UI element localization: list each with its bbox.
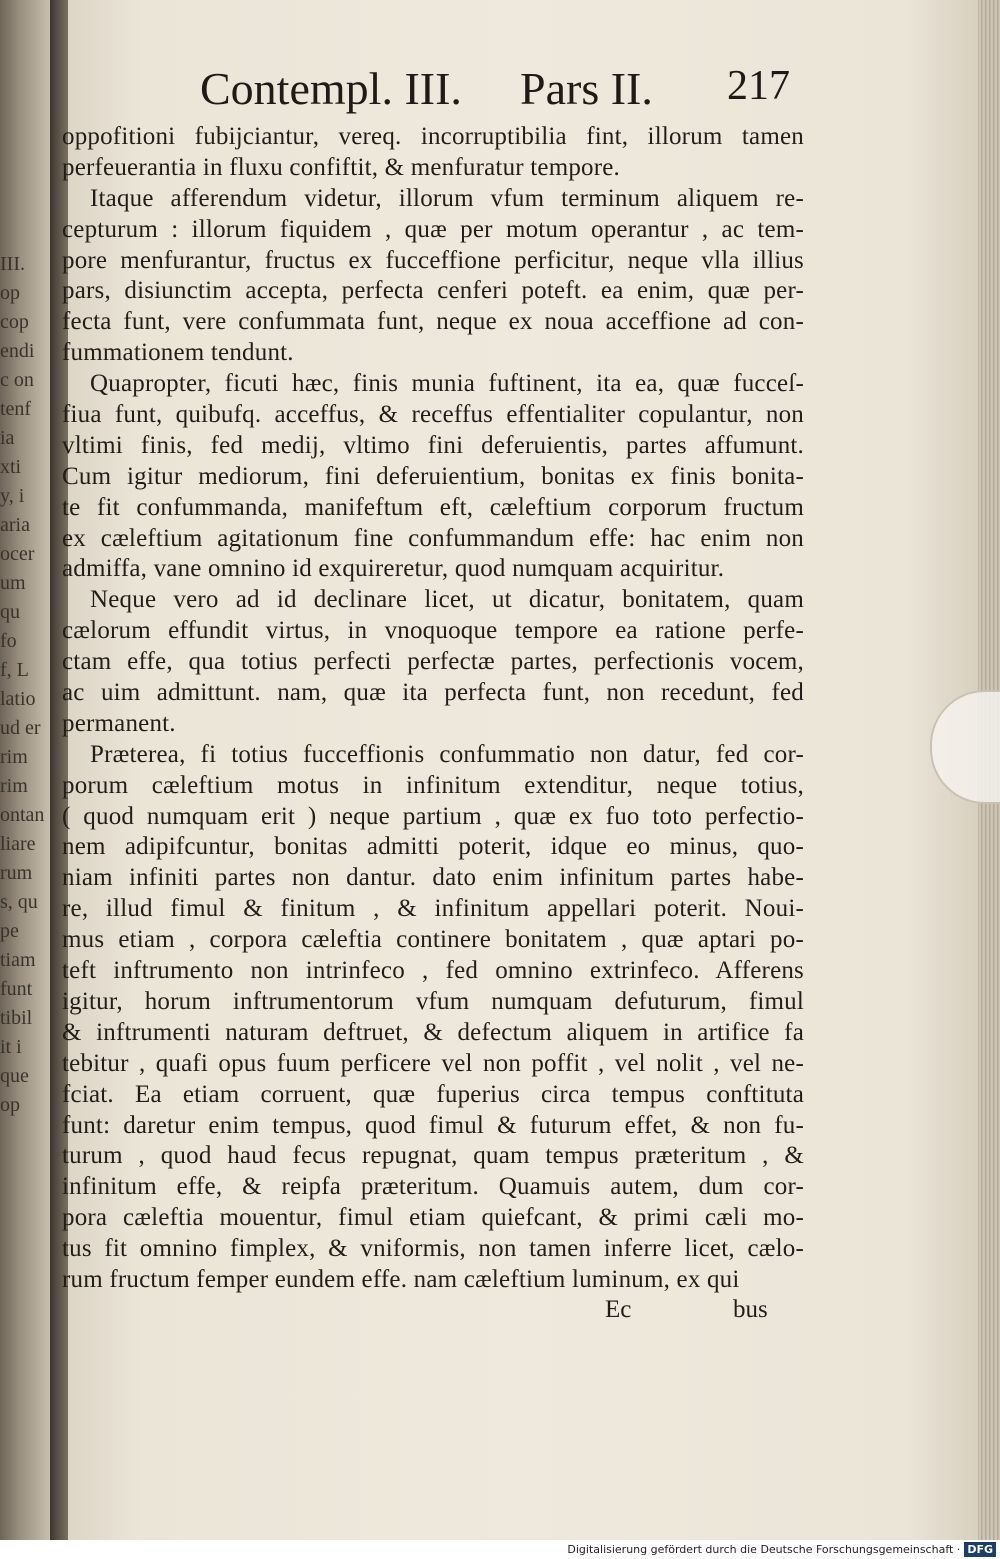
margin-fragment: rum [0,862,33,884]
text-line: turum , quod haud fecus repugnat, quam tempus præteritum , & [62,1142,804,1170]
margin-fragment: rim [0,775,28,797]
margin-fragment: ud er [0,717,41,739]
body-text [62,122,804,1296]
text-line: ex cæleftium agitationum fine confummandum effe: hac enim non [62,524,804,552]
text-line: ctam effe, qua totius perfecti perfectæ partes, perfectionis vocem, [62,648,804,676]
text-line: fummationem tendunt. [62,339,294,367]
signature-mark: Ec [605,1296,632,1323]
text-line: cælorum effundit virtus, in vnoquoque tempore ea ratione perfe- [62,617,804,645]
text-line: tebitur , quafi opus fuum perficere vel non poffit , vel nolit , vel ne- [62,1049,804,1077]
text-line: pars, disiunctim accepta, perfecta cenferi poteft. ea enim, quæ per- [62,277,804,305]
text-line: funt: daretur enim tempus, quod fimul & futurum effet, & non fu- [62,1111,804,1139]
text-line: tus fit omnino fimplex, & vniformis, non tamen inferre licet, cælo- [62,1235,804,1263]
text-line: rum fructum femper eundem effe. nam cæleftium luminum, ex qui [62,1265,740,1293]
text-line: niam infiniti partes non dantur. dato enim infinitum partes habe- [62,864,804,892]
text-line: oppofitioni fubijciantur, vereq. incorruptibilia fint, illorum tamen [62,123,804,150]
text-line: porum cæleftium motus in infinitum extenditur, neque totius, [62,771,804,799]
margin-fragment: tibil [0,1007,33,1029]
text-line: perfeuerantia in fluxu confiftit, & menfuratur tempore. [62,153,621,181]
margin-fragment: tenf [0,398,32,420]
margin-fragment: ia [0,427,15,449]
running-header [200,62,790,122]
text-line: pore menfurantur, fructus ex fucceffione perficitur, neque vlla illius [62,246,804,274]
text-line: Cum igitur mediorum, fini deferuientium, bonitas ex finis bonita- [62,462,804,490]
margin-fragment: endi [0,340,35,362]
margin-fragment: it i [0,1036,22,1058]
margin-fragment: aria [0,514,30,536]
text-line: Quapropter, ficuti hæc, finis munia fuftinent, ita ea, quæ fucceſ- [90,370,804,398]
margin-fragment: ocer [0,543,35,565]
margin-fragment: cop [0,311,29,333]
header-section-title: Contempl. III. [200,63,462,114]
text-line: teft inftrumento non intrinfeco , fed omnino extrinfeco. Afferens [62,957,804,985]
text-line: Itaque afferendum videtur, illorum vfum terminum aliquem re- [90,184,804,212]
text-line: fiua funt, quibufq. acceffus, & receffus effentialiter copulantur, non [62,401,804,429]
margin-fragment: f, L [0,659,29,681]
margin-fragment: op [0,282,20,304]
text-line: re, illud fimul & finitum , & infinitum appellari poterit. Noui- [62,895,804,923]
left-page-text-fragments [0,250,48,1400]
margin-fragment: um [0,572,26,594]
text-line: & inftrumenti naturam deftruet, & defectum aliquem in artifice fa [62,1018,804,1046]
margin-fragment: funt [0,978,33,1000]
margin-fragment: fo [0,630,17,652]
margin-fragment: latio [0,688,36,710]
text-line: Neque vero ad id declinare licet, ut dicatur, bonitatem, quam [90,586,804,614]
header-part-title: Pars II. [520,63,653,114]
text-line: infinitum effe, & reipfa præteritum. Quamuis autem, dum cor- [62,1173,804,1201]
text-line: nem adipifcuntur, bonitas admitti poterit, idque eo minus, quo- [62,833,804,861]
margin-fragment: III. [0,253,25,275]
margin-fragment: liare [0,833,36,855]
margin-fragment: tiam [0,949,36,971]
text-line: fciat. Ea etiam corruent, quæ fuperius circa tempus conftituta [62,1080,804,1108]
text-line: Præterea, fi totius fucceffionis confummatio non datur, fed cor- [90,740,804,768]
text-line: vltimi finis, fed medij, vltimo fini deferuientis, partes affumunt. [62,431,804,459]
margin-fragment: ontan [0,804,45,826]
margin-fragment: c on [0,369,34,391]
text-line: igitur, horum inftrumentorum vfum numquam defuturum, fimul [62,987,804,1015]
page-number: 217 [727,63,790,109]
text-line: ( quod numquam erit ) neque partium , quæ ex fuo toto perfectio- [62,802,804,830]
text-line: te fit confummanda, manifeftum eft, cæleftium corporum fructum [62,493,804,521]
margin-fragment: op [0,1094,20,1116]
text-line: fecta funt, vere confummata funt, neque ex noua acceffione ad con- [62,308,804,336]
text-line: mus etiam , corpora cæleftia continere bonitatem , quæ aptari po- [62,926,804,954]
text-line: admiffa, vane omnino id exquireretur, quod numquam acquiritur. [62,555,725,583]
text-line: cepturum : illorum fiquidem , quæ per motum operantur , ac tem- [62,215,804,243]
margin-fragment: qu [0,601,20,623]
text-line: pora cæleftia mouentur, fimul etiam quiefcant, & primi cæli mo- [62,1204,804,1232]
margin-fragment: que [0,1065,29,1087]
dfg-logo: DFG [964,1542,996,1557]
margin-fragment: rim [0,746,28,768]
margin-fragment: xti [0,456,22,478]
catchword: bus [733,1296,768,1323]
text-line: ac uim admittunt. nam, quæ ita perfecta funt, non recedunt, fed [62,679,804,707]
digitization-footer [0,1540,1000,1559]
text-line: permanent. [62,709,176,737]
margin-fragment: pe [0,920,19,942]
margin-fragment: s, qu [0,891,38,913]
margin-fragment: y, i [0,485,25,507]
footer-text: Digitalisierung gefördert durch die Deutsche Forschungsgemeinschaft · [567,1543,961,1556]
